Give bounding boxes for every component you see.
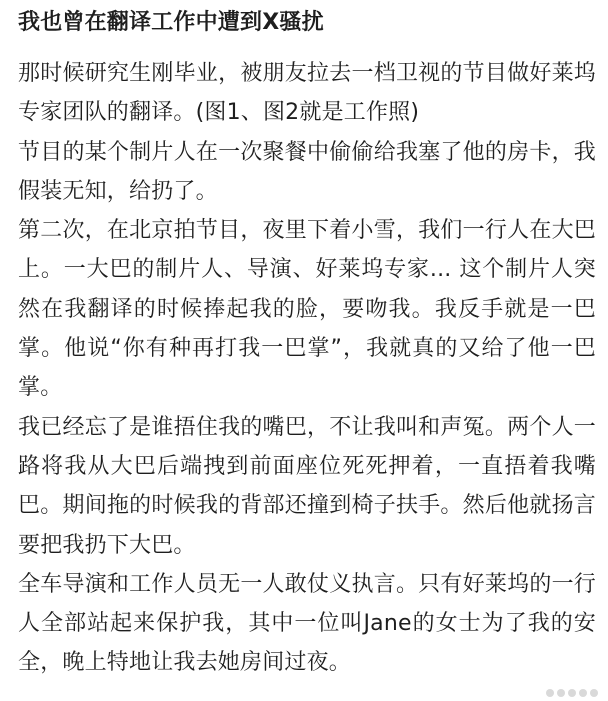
watermark-dot-icon [590,689,598,697]
watermark-logo [546,689,598,697]
post-title: 我也曾在翻译工作中遭到X骚扰 [18,10,324,35]
paragraph-4: 我已经忘了是谁捂住我的嘴巴，不让我叫和声冤。两个人一路将我从大巴后端拽到前面座位死死押着，一直捂着我嘴巴。期间拖的时候我的背部还撞到椅子扶手。然后他就扬言要把我扔下大巴。 [18,414,596,558]
paragraph-2: 节目的某个制片人在一次聚餐中偷偷给我塞了他的房卡，我假装无知，给扔了。 [18,139,596,204]
paragraph-5: 全车导演和工作人员无一人敢仗义执言。只有好莱坞的一行人全部站起来保护我，其中一位叫Jane的女士为了我的安全，晚上特地让我去她房间过夜。 [18,571,596,676]
post-body [18,54,596,683]
watermark-dot-icon [546,689,554,697]
paragraph-3: 第二次，在北京拍节目，夜里下着小雪，我们一行人在大巴上。一大巴的制片人、导演、好莱坞专家... 这个制片人突然在我翻译的时候捧起我的脸，要吻我。我反手就是一巴掌。他说“你有种再打我一巴掌”，我就真的又给了他一巴掌。 [18,218,596,401]
watermark-dot-icon [557,689,565,697]
watermark-dot-icon [568,689,576,697]
paragraph-1: 那时候研究生刚毕业，被朋友拉去一档卫视的节目做好莱坞专家团队的翻译。(图1、图2就是工作照) [18,61,596,126]
watermark-dot-icon [579,689,587,697]
